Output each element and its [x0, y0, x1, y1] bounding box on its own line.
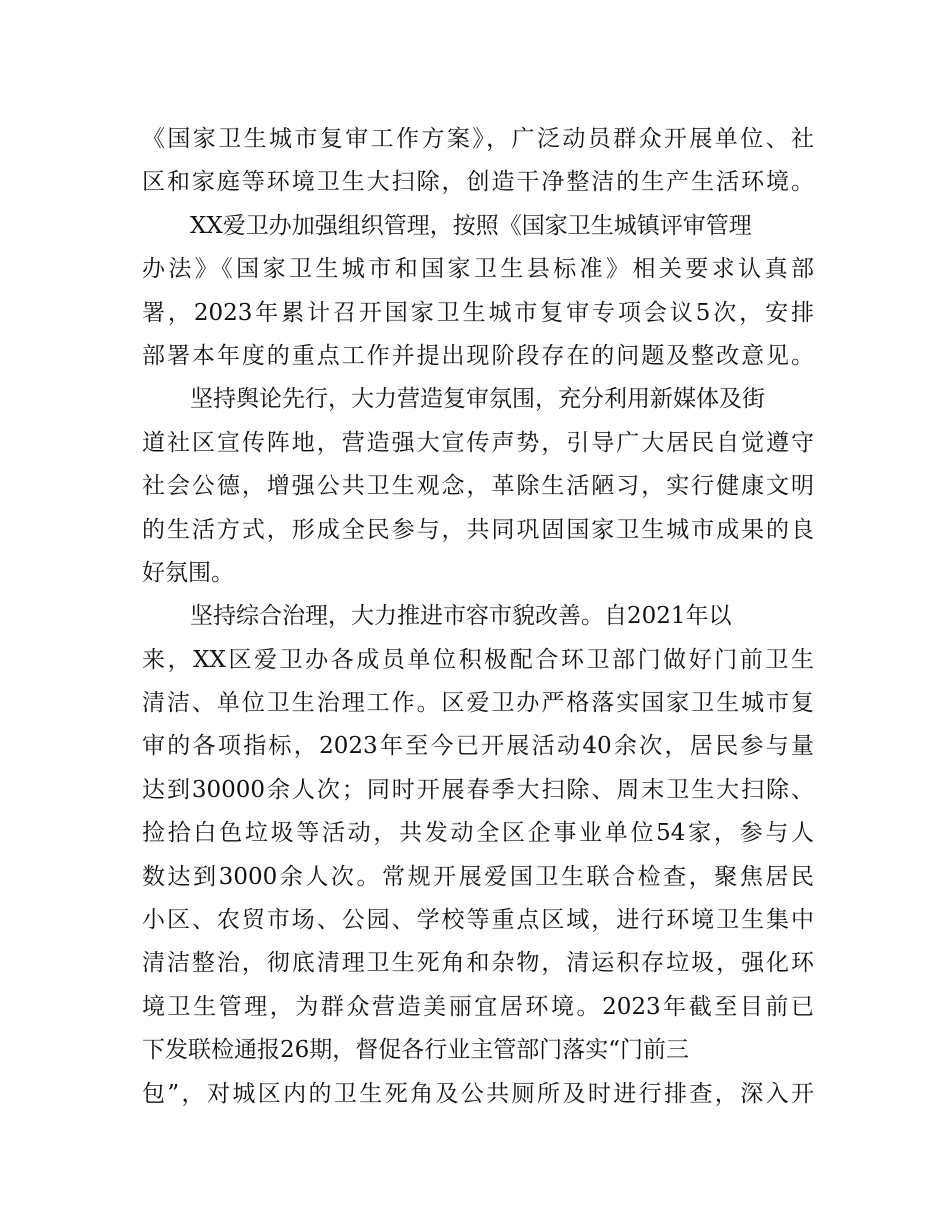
text-line: 的生活方式，形成全民参与，共同巩固国家卫生城市成果的良	[142, 516, 814, 543]
text-line: 署，2023年累计召开国家卫生城市复审专项会议5次，安排	[142, 299, 814, 326]
text-line: 清洁、单位卫生治理工作。区爱卫办严格落实国家卫生城市复	[142, 690, 814, 717]
text-line: 达到30000余人次；同时开展春季大扫除、周末卫生大扫除、	[142, 776, 814, 803]
paragraph-first-line: 坚持舆论先行，大力营造复审氛围，充分利用新媒体及街	[190, 386, 765, 413]
text-line: 包”，对城区内的卫生死角及公共厕所及时进行排查，深入开	[142, 1080, 814, 1107]
body-text	[142, 118, 814, 1116]
text-line: 道社区宣传阵地，营造强大宣传声势，引导广大居民自觉遵守	[142, 429, 814, 456]
text-line: 《国家卫生城市复审工作方案》，广泛动员群众开展单位、社	[142, 126, 814, 152]
text-line: 境卫生管理，为群众营造美丽宜居环境。2023年截至目前已	[142, 993, 814, 1020]
text-line: 审的各项指标，2023年至今已开展活动40余次，居民参与量	[142, 733, 814, 760]
text-line: 来，XX区爱卫办各成员单位积极配合环卫部门做好门前卫生	[142, 646, 814, 673]
text-line: 下发联检通报26期，督促各行业主管部门落实“门前三	[142, 1037, 690, 1064]
text-line: 捡拾白色垃圾等活动，共发动全区企事业单位54家，参与人	[142, 820, 814, 847]
paragraph-first-line: 坚持综合治理，大力推进市容市貌改善。自2021年以	[190, 603, 732, 630]
text-line: 社会公德，增强公共卫生观念，革除生活陋习，实行健康文明	[142, 473, 814, 500]
text-line: 部署本年度的重点工作并提出现阶段存在的问题及整改意见。	[142, 342, 814, 369]
text-line: 清洁整治，彻底清理卫生死角和杂物，清运积存垃圾，强化环	[142, 950, 814, 977]
text-line: 小区、农贸市场、公园、学校等重点区域，进行环境卫生集中	[142, 907, 814, 934]
text-line: 数达到3000余人次。常规开展爱国卫生联合检查，聚焦居民	[142, 863, 814, 890]
text-line: 办法》《国家卫生城市和国家卫生县标准》相关要求认真部	[142, 256, 814, 283]
paragraph-first-line: XX爱卫办加强组织管理，按照《国家卫生城镇评审管理	[190, 212, 752, 239]
text-line: 区和家庭等环境卫生大扫除，创造干净整洁的生产生活环境。	[142, 169, 814, 196]
text-line: 好氛围。	[142, 559, 234, 586]
